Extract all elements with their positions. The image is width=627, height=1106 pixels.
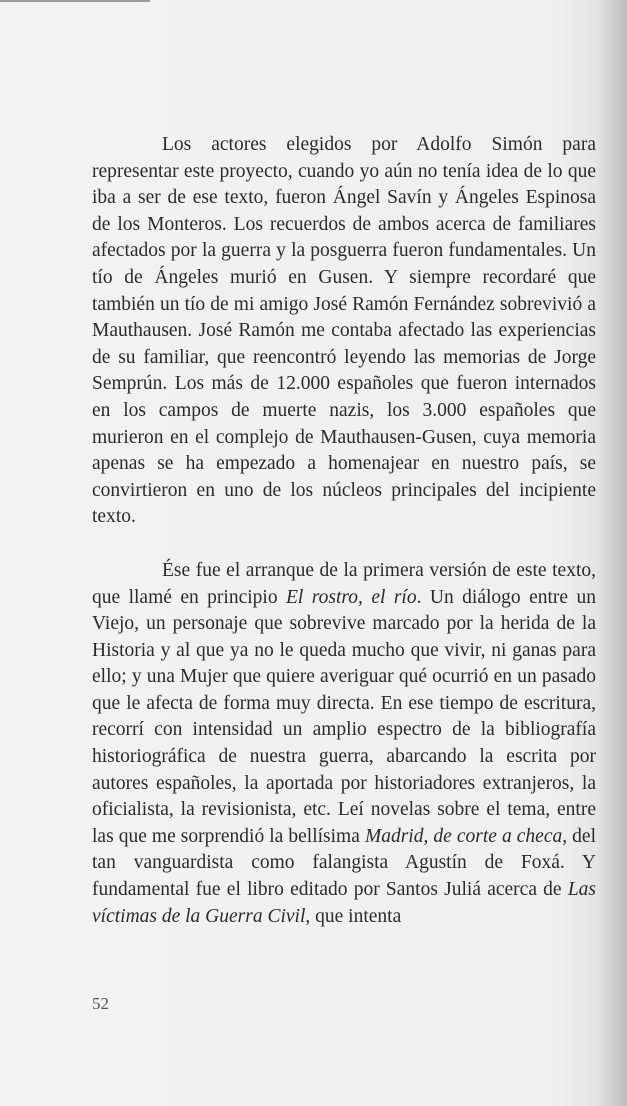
paragraph-2-text-d: , que intenta bbox=[305, 905, 402, 927]
body-text bbox=[92, 132, 596, 930]
paragraph-2 bbox=[92, 558, 596, 930]
paragraph-2-text-b: . Un diálogo entre un Viejo, un personaje que sobrevive marcado por la herida de la Historia y al que ya no le queda mucho que vivir, ni ganas para ello; y una Mujer que quiere averiguar qué ocurrió en un pasado que le afecta de forma muy directa. En ese tiempo de escritura, recorrí con intensidad un amplio espectro de la bibliografía historiográfica de nuestra guerra, abarcando la escrita por autores españoles, la aportada por historiadores extranjeros, la oficialista, la revisionista, etc. Leí novelas sobre el tema, entre las que me sorprendió la bellísima bbox=[92, 586, 596, 847]
paragraph-1-text: Los actores elegidos por Adolfo Simón para representar este proyecto, cuando yo aún no tenía idea de lo que iba a ser de ese texto, fueron Ángel Savín y Ángeles Espinosa de los Monteros. Los recuerdos de ambos acerca de familiares afectados por la guerra y la posguerra fueron fundamentales. Un tío de Ángeles murió en Gusen. Y siempre recordaré que también un tío de mi amigo José Ramón Fernández sobrevivió a Mauthausen. José Ramón me contaba afectado las experiencias de su familiar, que reencontró leyendo las memorias de Jorge Semprún. Los más de 12.000 españoles que fueron internados en los campos de muerte nazis, los 3.000 españoles que murieron en el complejo de Mauthausen-Gusen, cuya memoria apenas se ha empezado a homenajear en nuestro país, se convirtieron en uno de los núcleos principales del incipiente texto. bbox=[92, 134, 596, 528]
top-rule bbox=[0, 0, 150, 2]
title-las-victimas-de-la-guerra-civil: Las víctimas de la Guerra Civil bbox=[92, 879, 596, 927]
paragraph-1 bbox=[92, 132, 596, 531]
title-madrid-de-corte-a-checa: Madrid, de corte a checa bbox=[364, 825, 563, 847]
page-number: 52 bbox=[92, 994, 109, 1013]
paragraph-2-text-a: Ése fue el arranque de la primera versión de este texto, que llamé en principio bbox=[92, 559, 596, 608]
title-el-rostro-el-rio: El rostro, el río bbox=[286, 586, 417, 608]
paragraph-2-text-c: , del tan vanguardista como falangista Agustín de Foxá. Y fundamental fue el libro editado por Santos Juliá acerca de bbox=[92, 825, 597, 901]
